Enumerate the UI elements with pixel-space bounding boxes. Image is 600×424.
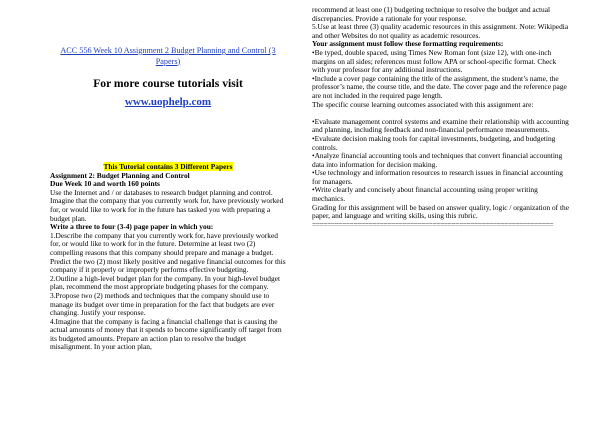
due-heading: Due Week 10 and worth 160 points bbox=[50, 179, 160, 189]
format-bullet-2: •Include a cover page containing the title of the assignment, the student’s name, the professor’s name, the course title, and the date. The cover page and the reference page are not included in the required page length. bbox=[312, 73, 567, 100]
site-line bbox=[50, 96, 286, 109]
site-link[interactable]: www.uophelp.com bbox=[124, 96, 212, 108]
right-column bbox=[312, 6, 570, 229]
left-column bbox=[50, 46, 286, 352]
list-item-3: 3.Propose two (2) methods and techniques that the company should use to manage its budget over time in preparation for the fact that budgets are ever changing. Justify your response. bbox=[50, 290, 275, 318]
paper-heading: Write a three to four (3-4) page paper in which you: bbox=[50, 222, 214, 232]
outcome-1: •Evaluate management control systems and examine their relationship with accounting and planning, including feedback and non-financial performance measurements. bbox=[312, 116, 569, 135]
outcome-5: •Write clearly and concisely about financial accounting using proper writing mechanics. bbox=[312, 185, 538, 204]
grading-paragraph: Grading for this assignment will be based on answer quality, logic / organization of the paper, and language and writing skills, using this rubric. bbox=[312, 202, 569, 221]
assignment-heading: Assignment 2: Budget Planning and Control bbox=[50, 170, 190, 180]
visit-text: For more course tutorials visit bbox=[93, 77, 243, 90]
highlight-text: This Tutorial contains 3 Different Papers bbox=[103, 162, 233, 171]
continued-paragraph: recommend at least one (1) budgeting technique to resolve the budget and actual discrepancies. Provide a rationale for your response. bbox=[312, 5, 551, 23]
list-item-2: 2.Outline a high-level budget plan for the company. In your high-level budget plan, recommend the most appropriate budgeting phases for the company. bbox=[50, 273, 281, 292]
spacer bbox=[50, 109, 286, 163]
format-bullet-1: •Be typed, double spaced, using Times New Roman font (size 12), with one-inch margins on all sides; references must follow APA or school-specific format. Check with your professor for any additional instructions. bbox=[312, 47, 557, 75]
formatting-heading: Your assignment must follow these formatting requirements: bbox=[312, 39, 504, 49]
outcome-4: •Use technology and information resources to research issues in financial accounting for managers. bbox=[312, 168, 563, 186]
list-item-5: 5.Use at least three (3) quality academic resources in this assignment. Note: Wikipedia and other Websites do not quality as academic resources. bbox=[312, 22, 569, 40]
separator-line: ================================================================ bbox=[312, 220, 554, 229]
outcome-2: •Evaluate decision making tools for capital investments, budgeting, and budgeting controls. bbox=[312, 133, 556, 152]
intro-paragraph: Use the Internet and / or databases to research budget planning and control. Imagine that the company that you currently work for, have previously worked for, or would like to work for in the future has tasked you with preparing a budget plan. bbox=[50, 187, 284, 223]
outcome-3: •Analyze financial accounting tools and techniques that convert financial accounting data into information for decision making. bbox=[312, 151, 563, 169]
list-item-1: 1.Describe the company that you currently work for, have previously worked for, or would like to work for in the future. Determine at least two (2) compelling reasons that this company should prepare and manage a budget. Predict the two (2) most likely positive and negative financial outcomes for this company if it properly or improperly performs effective budgeting. bbox=[50, 230, 286, 275]
course-title-link[interactable]: ACC 556 Week 10 Assignment 2 Budget Planning and Control (3 Papers) bbox=[60, 46, 276, 66]
list-item-4: 4.Imagine that the company is facing a financial challenge that is causing the actual amounts of money that it spends to become significantly off target from its budgeted amounts. Prepare an action plan to resolve the budget misalignment. In your action plan, bbox=[50, 316, 282, 352]
outcomes-intro: The specific course learning outcomes associated with this assignment are: bbox=[312, 99, 534, 109]
